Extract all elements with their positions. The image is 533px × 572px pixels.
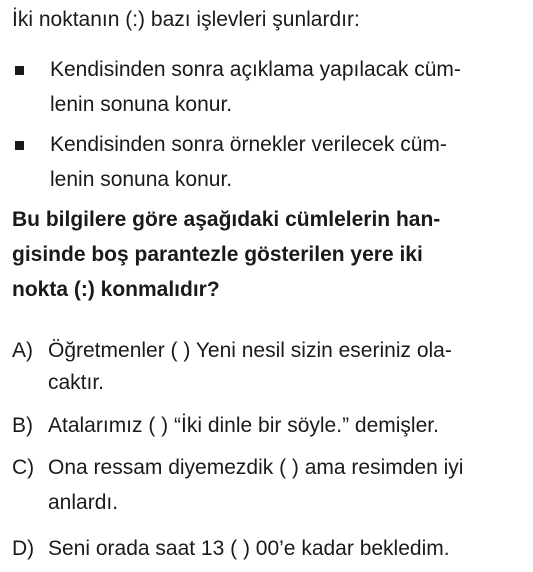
question-text-line: gisinde boş parantezle gösterilen yere iki [12, 243, 423, 266]
square-bullet-icon [15, 141, 24, 150]
option-text-line[interactable]: anlardı. [48, 491, 119, 514]
bullet-text-line: Kendisinden sonra örnekler verilecek cüm- [50, 133, 447, 156]
square-bullet-icon [15, 66, 24, 75]
bullet-text-line: lenin sonuna konur. [50, 93, 233, 116]
option-letter[interactable]: C) [12, 456, 35, 479]
option-text-line[interactable]: Atalarımız ( ) “İki dinle bir söyle.” demişler. [48, 414, 439, 437]
bullet-text-line: Kendisinden sonra açıklama yapılacak cüm- [50, 58, 461, 81]
bullet-text-line: lenin sonuna konur. [50, 168, 233, 191]
question-text-line: Bu bilgilere göre aşağıdaki cümlelerin han- [12, 208, 441, 231]
option-text-line[interactable]: caktır. [48, 371, 105, 394]
option-text-line[interactable]: Ona ressam diyemezdik ( ) ama resimden iyi [48, 456, 464, 479]
option-text-line[interactable]: Öğretmenler ( ) Yeni nesil sizin eseriniz ola- [48, 339, 452, 362]
option-letter[interactable]: D) [12, 537, 35, 560]
intro-text: İki noktanın (:) bazı işlevleri şunlardır: [12, 8, 360, 31]
option-letter[interactable]: B) [12, 414, 33, 437]
option-letter[interactable]: A) [12, 339, 33, 362]
option-text-line[interactable]: Seni orada saat 13 ( ) 00’e kadar bekledim. [48, 537, 450, 560]
question-text-line: nokta (:) konmalıdır? [12, 278, 220, 301]
